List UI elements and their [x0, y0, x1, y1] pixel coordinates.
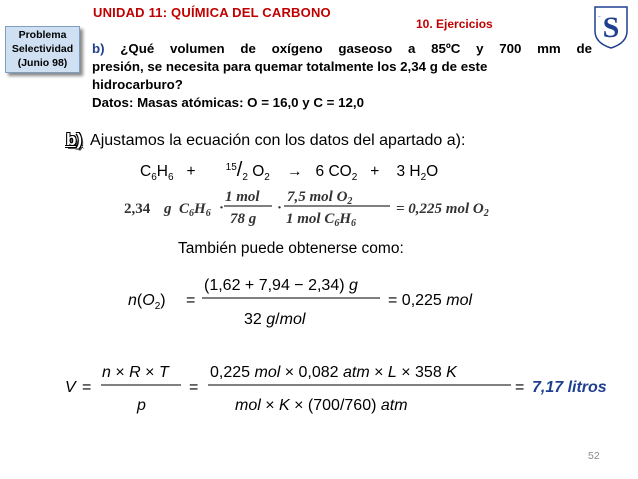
eq-h2o-tail: O	[426, 163, 439, 180]
logo-letter: S	[602, 11, 620, 44]
eq-co2: 6 CO	[315, 163, 352, 180]
solution-intro-text: Ajustamos la ecuación con los datos del apartado a):	[90, 132, 466, 149]
svg-text:=: =	[186, 292, 196, 309]
factor-unit-g: g	[164, 201, 172, 217]
question-line3: hidrocarburo?	[92, 77, 183, 92]
eq-plus2: +	[370, 163, 380, 180]
factor-num1: 1 mol	[225, 189, 260, 205]
solution-label: b)	[66, 130, 83, 149]
svg-text:·: ·	[277, 200, 283, 216]
solution-intro	[66, 130, 465, 150]
eq-o2-sub: 2	[264, 172, 270, 184]
question-line1	[92, 40, 592, 58]
svg-text:1 mol C6H6: 1 mol $C_6H_6$	[286, 211, 357, 229]
eq-plus1: +	[186, 163, 196, 180]
eq-co2-sub: 2	[351, 172, 358, 184]
school-logo-icon	[592, 5, 630, 49]
eq-h2o: 3 H	[396, 163, 421, 180]
question-text	[92, 40, 592, 112]
volume-formula	[65, 362, 635, 422]
problem-selectividad-box	[5, 26, 80, 73]
factor-den1: 78 g	[230, 211, 257, 227]
eq-h2o-sub: 2	[420, 172, 427, 184]
problem-box-line3: (Junio 98)	[17, 57, 68, 69]
svg-text:0,225 mol × 0,082 atm × L ×: 0,225 mol × 0,082 atm × L × 358 K	[210, 364, 457, 381]
svg-text:p: p	[137, 397, 146, 414]
svg-text:mol × K × (700/760) atm: mol × K × (700/760) atm	[235, 397, 408, 414]
svg-text:=: =	[515, 379, 525, 396]
svg-text:32 g/mol: 32 g/mol	[244, 311, 306, 328]
problem-box-line1: Problema	[18, 29, 67, 41]
moles-formula	[126, 264, 606, 334]
svg-text:C6H6: $C_6H_6$	[179, 201, 211, 219]
svg-text:(1,62 + 7,94 − 2,34) g: (1,62 + 7,94 − 2,34) g	[204, 277, 358, 294]
question-line1-text: ¿Qué volumen de oxígeno gaseoso a 85ºC y 700 mm de	[120, 41, 592, 56]
factor-mass: 2,34	[124, 201, 151, 217]
svg-text:= 0,225 mol: = 0,225 mol	[388, 292, 473, 309]
svg-text:7,5 mol O2: 7,5 mol $O_2$	[287, 189, 353, 207]
exercises-label: 10. Ejercicios	[416, 17, 493, 31]
problem-box-line2: Selectividad	[11, 43, 74, 55]
svg-text:~: ~	[598, 15, 601, 20]
svg-text:V: V	[65, 379, 76, 396]
balanced-equation: $C_6H_6$ + $^{15}/_2$ $O_2$ → 6 $CO_2$ + 3 $H_2O$	[140, 159, 439, 184]
eq-h: H	[156, 163, 168, 180]
page-number: 52	[588, 450, 600, 462]
svg-text:=: =	[82, 379, 92, 396]
svg-text:n(O2): $n(O_2)$	[128, 292, 166, 312]
unit-title: UNIDAD 11: QUÍMICA DEL CARBONO	[93, 5, 331, 20]
question-line2: presión, se necesita para quemar totalmente los 2,34 g de este	[92, 59, 488, 74]
eq-arrow: →	[287, 163, 303, 180]
conversion-factor-formula	[122, 183, 532, 233]
question-letter: b)	[92, 41, 105, 56]
eq-o2: O	[252, 163, 265, 180]
eq-frac-num: 15	[225, 161, 237, 173]
eq-c-sub: 6	[151, 172, 157, 184]
question-line4: Datos: Masas atómicas: O = 16,0 y C = 12,0	[92, 95, 364, 110]
eq-c: C	[140, 163, 152, 180]
svg-text:·: ·	[219, 200, 225, 216]
volume-result: 7,17 litros	[532, 379, 607, 396]
svg-text:n × R × T: n × R × T	[102, 364, 169, 381]
eq-frac-den: 2	[242, 172, 248, 184]
eq-h-sub: 6	[167, 172, 174, 184]
alternative-method-text: También puede obtenerse como:	[178, 240, 404, 257]
svg-text:=: =	[189, 379, 199, 396]
svg-text:= 0,225 mol O2: = 0,225 mol $O_2$	[396, 201, 489, 219]
